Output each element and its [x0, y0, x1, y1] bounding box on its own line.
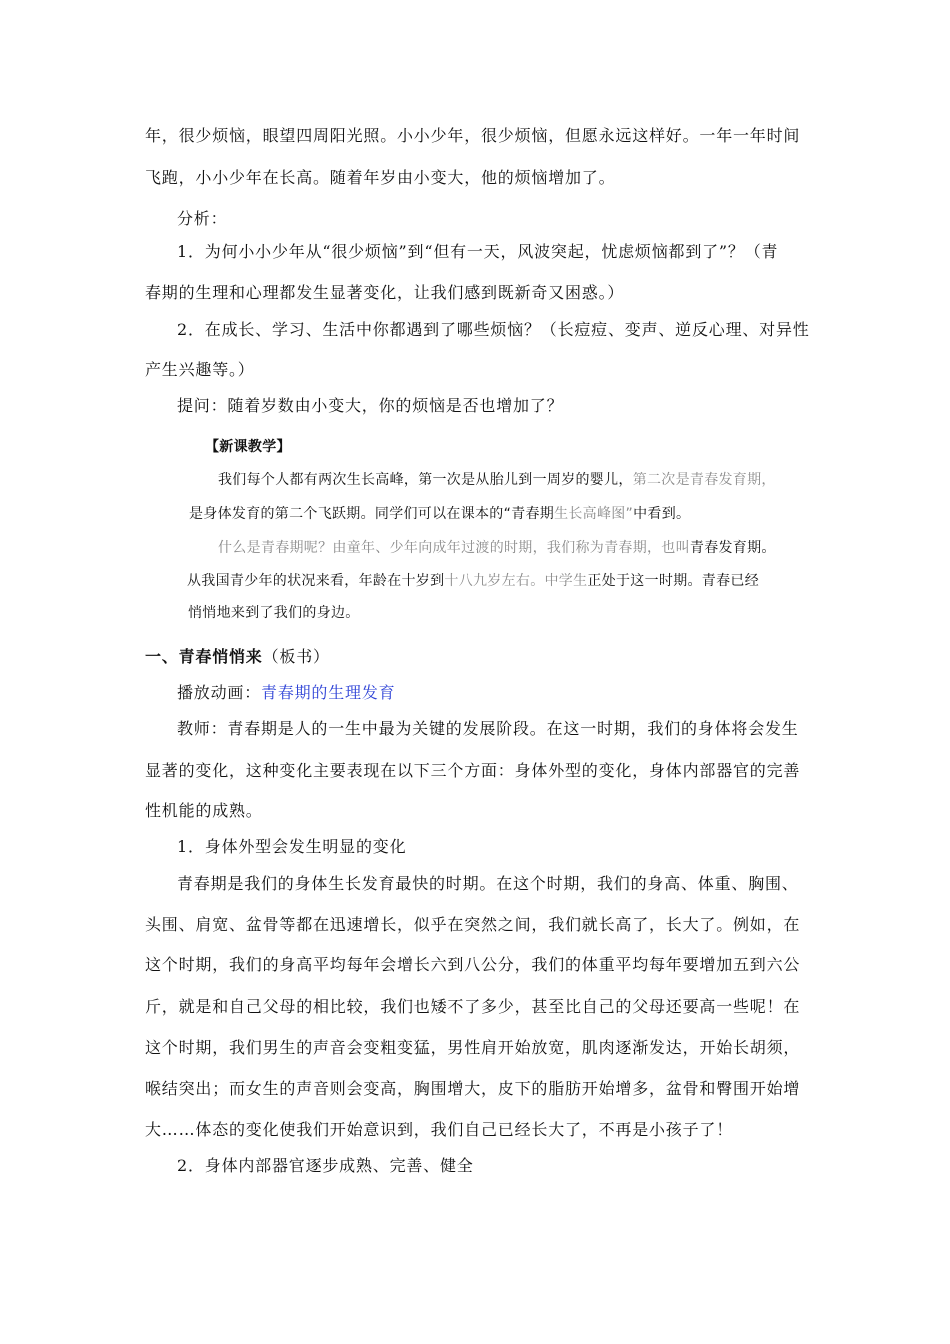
image-text-segment: 从我国青少年的状况来看，年龄在十岁到 [187, 573, 445, 589]
image-text-segment: 什么是青春期呢？由童年、少年向成年过渡的 [218, 540, 504, 556]
question-1-line: 春期的生理和心理都发生显著变化，让我们感到既新奇又困惑。） [145, 283, 625, 302]
teacher-line: 性机能的成熟。 [145, 801, 263, 820]
image-text-segment: 时期，我们称为青春期，也叫 [504, 540, 690, 556]
point-2-heading: 2．身体内部器官逐步成熟、完善、健全 [177, 1156, 474, 1175]
body-line: 喉结突出；而女生的声音则会变高，胸围增大，皮下的脂肪开始增多，盆骨和臀围开始增 [145, 1079, 801, 1098]
section-heading-note: （板书） [262, 647, 330, 666]
teacher-line: 显著的变化，这种变化主要表现在以下三个方面：身体外型的变化，身体内部器官的完善 [145, 761, 801, 780]
analysis-label: 分析： [177, 209, 228, 228]
question-2-line: 产生兴趣等。） [145, 360, 255, 379]
image-text-line [189, 505, 690, 523]
play-label: 播放动画： [177, 683, 262, 702]
image-text-line [218, 471, 776, 489]
body-line: 这个时期，我们男生的声音会变粗变猛，男性肩开始放宽，肌肉逐渐发达，开始长胡须， [145, 1038, 801, 1057]
body-line: 这个时期，我们的身高平均每年会增长六到八公分，我们的体重平均每年要增加五到六公 [145, 955, 801, 974]
body-line: 头围、肩宽、盆骨等都在迅速增长，似乎在突然之间，我们就长高了，长大了。例如，在 [145, 915, 801, 934]
image-text-segment: 生长高峰图” [554, 506, 634, 522]
image-text-segment: 中看到。 [633, 506, 691, 522]
image-text-segment: 正处于这一时期。青春已经 [587, 573, 760, 589]
point-1-heading: 1．身体外型会发生明显的变化 [177, 837, 407, 856]
section-heading [145, 647, 815, 667]
image-text-line: 悄悄地来到了我们的身边。 [188, 605, 360, 621]
new-lesson-title: 【新课教学】 [205, 439, 291, 455]
question-ask: 提问：随着岁数由小变大，你的烦恼是否也增加了？ [177, 396, 564, 415]
body-line: 青春期是我们的身体生长发育最快的时期。在这个时期，我们的身高、体重、胸围、 [177, 874, 799, 893]
teacher-line: 教师：青春期是人的一生中最为关键的发展阶段。在这一时期，我们的身体将会发生 [177, 719, 799, 738]
question-1-line: 1．为何小小少年从“很少烦恼”到“但有一天，风波突起，忧虑烦恼都到了”？（青 [177, 242, 779, 261]
image-text-line [218, 539, 776, 557]
paragraph-line: 飞跑，小小少年在长高。随着年岁由小变大，他的烦恼增加了。 [145, 168, 616, 187]
image-text-segment: 青春发育期。 [689, 540, 776, 556]
image-text-line [187, 572, 759, 590]
body-line: 大……体态的变化使我们开始意识到，我们自己已经长大了，不再是小孩子了！ [145, 1120, 734, 1139]
image-text-segment: 第二次是青春发育期， [632, 472, 776, 488]
paragraph-line: 年，很少烦恼，眼望四周阳光照。小小少年，很少烦恼，但愿永远这样好。一年一年时间 [145, 126, 801, 145]
image-text-segment: 我们每个人都有两次生长高峰，第一次是从胎儿到一周岁的婴儿， [218, 472, 633, 488]
body-line: 斤，就是和自己父母的相比较，我们也矮不了多少，甚至比自己的父母还要高一些呢！在 [145, 997, 801, 1016]
play-animation-line [177, 683, 847, 703]
image-text-segment: 十八九岁左右。中学生 [444, 573, 588, 589]
image-text-segment: 是身体发育的第二个飞跃期。同学们可以在课本的“青春期 [189, 506, 555, 522]
animation-link[interactable]: 青春期的生理发育 [261, 683, 396, 702]
section-heading-text: 一、青春悄悄来 [145, 647, 263, 666]
question-2-line: 2．在成长、学习、生活中你都遇到了哪些烦恼？（长痘痘、变声、逆反心理、对异性 [177, 320, 810, 339]
